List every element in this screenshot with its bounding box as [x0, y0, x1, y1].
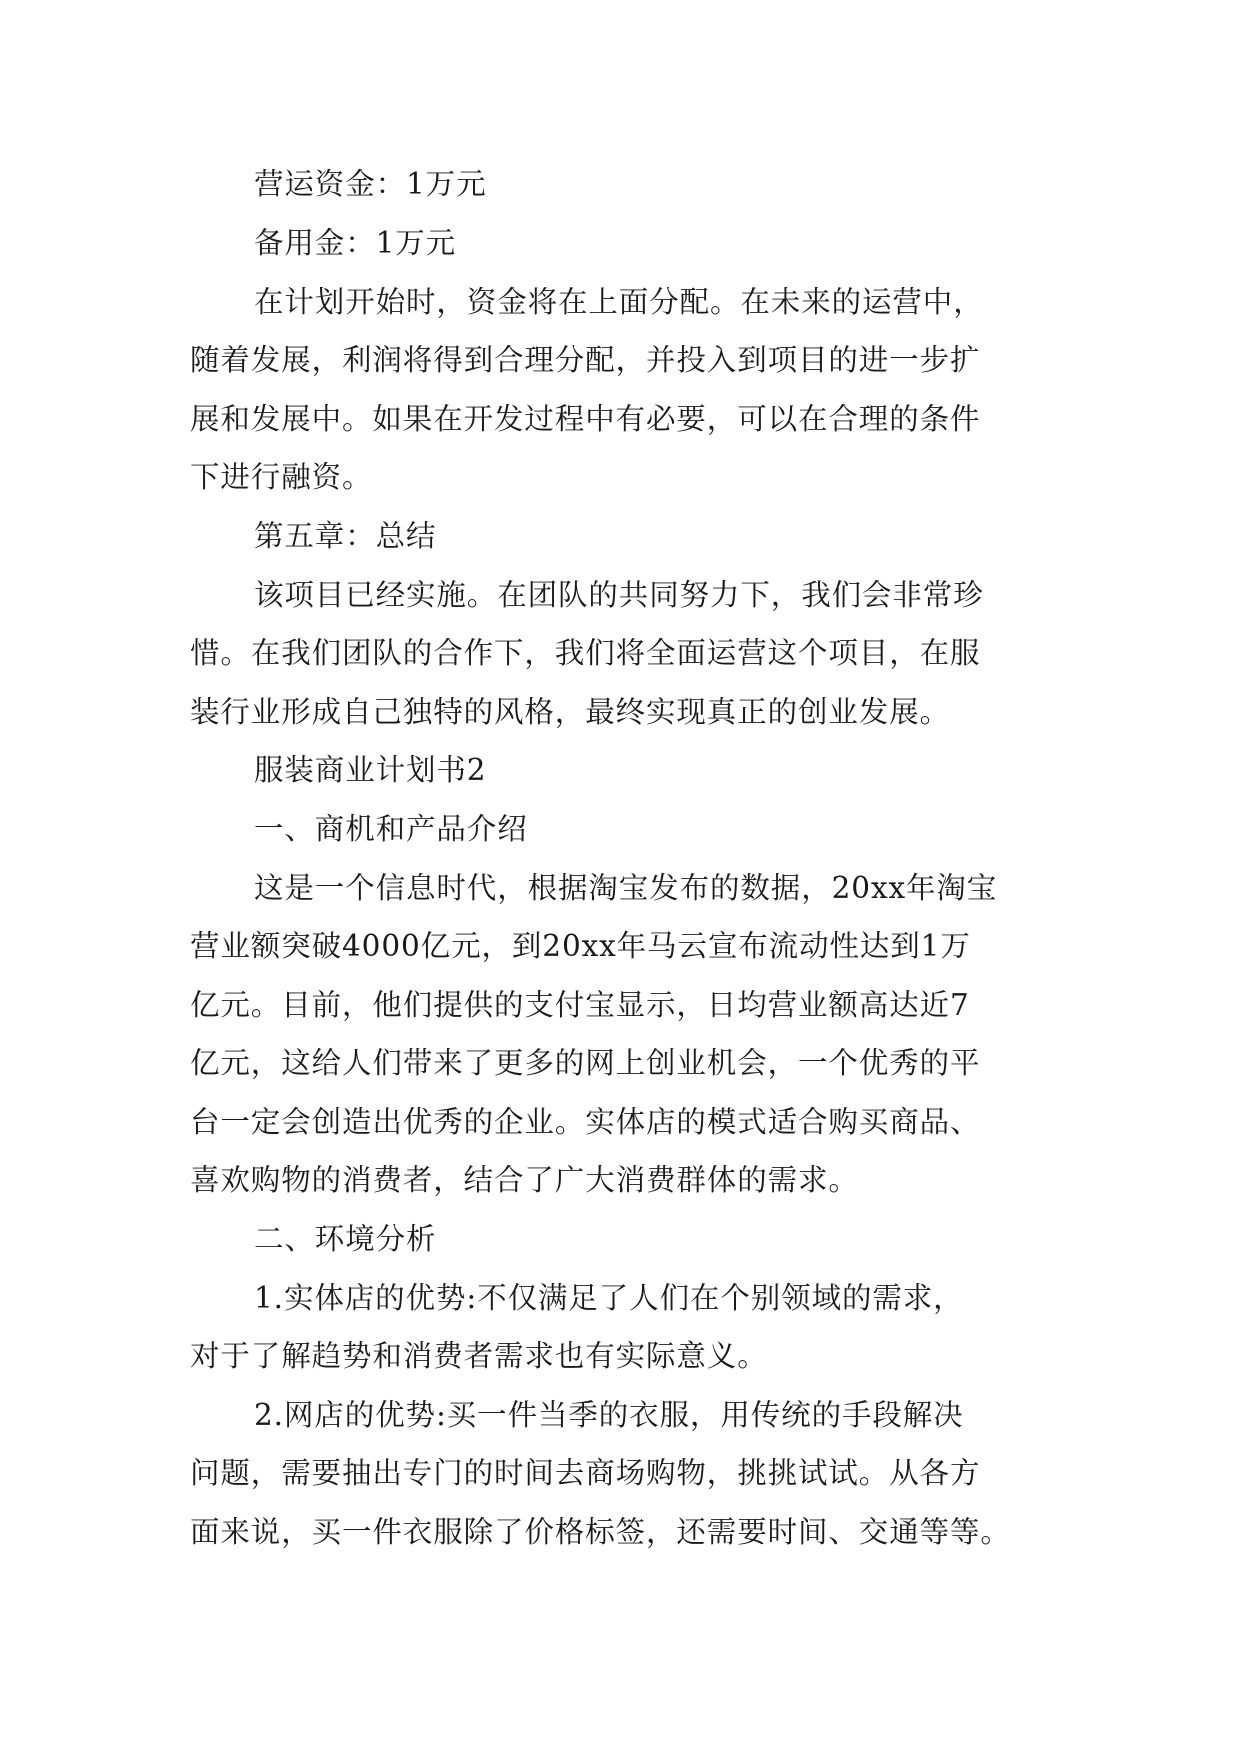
paragraph-line: 装行业形成自己独特的风格，最终实现真正的创业发展。	[190, 695, 951, 729]
paragraph-line: 亿元，这给人们带来了更多的网上创业机会，一个优秀的平	[190, 1046, 981, 1080]
section-heading: 二、环境分析	[254, 1222, 437, 1256]
paragraph-line: 喜欢购物的消费者，结合了广大消费群体的需求。	[190, 1163, 859, 1197]
paragraph-line: 展和发展中。如果在开发过程中有必要，可以在合理的条件	[190, 402, 981, 436]
paragraph-line: 这是一个信息时代，根据淘宝发布的数据，20xx年淘宝	[254, 871, 998, 905]
paragraph-line: 亿元。目前，他们提供的支付宝显示，日均营业额高达近7	[190, 988, 970, 1022]
paragraph-line: 下进行融资。	[190, 460, 373, 494]
chapter-heading: 第五章：总结	[254, 519, 437, 553]
list-item-line: 1.实体店的优势:不仅满足了人们在个别领域的需求，	[254, 1281, 964, 1315]
reserve-fund-line: 备用金：1万元	[254, 226, 457, 260]
paragraph-line: 营业额突破4000亿元，到20xx年马云宣布流动性达到1万	[190, 929, 971, 963]
list-item-line: 问题，需要抽出专门的时间去商场购物，挑挑试试。从各方	[190, 1456, 981, 1490]
paragraph-line: 在计划开始时，资金将在上面分配。在未来的运营中，	[254, 285, 984, 319]
list-item-line: 对于了解趋势和消费者需求也有实际意义。	[190, 1339, 768, 1373]
paragraph-line: 惜。在我们团队的合作下，我们将全面运营这个项目，在服	[190, 636, 981, 670]
list-item-line: 2.网店的优势:买一件当季的衣服，用传统的手段解决	[254, 1398, 964, 1432]
paragraph-line: 台一定会创造出优秀的企业。实体店的模式适合购买商品、	[190, 1105, 981, 1139]
paragraph-line: 随着发展，利润将得到合理分配，并投入到项目的进一步扩	[190, 343, 981, 377]
section-heading: 一、商机和产品介绍	[254, 812, 528, 846]
paragraph-line: 该项目已经实施。在团队的共同努力下，我们会非常珍	[254, 578, 984, 612]
list-item-line: 面来说，买一件衣服除了价格标签，还需要时间、交通等等。	[190, 1515, 1011, 1549]
working-capital-line: 营运资金：1万元	[254, 167, 487, 201]
document-title: 服装商业计划书2	[254, 753, 487, 787]
